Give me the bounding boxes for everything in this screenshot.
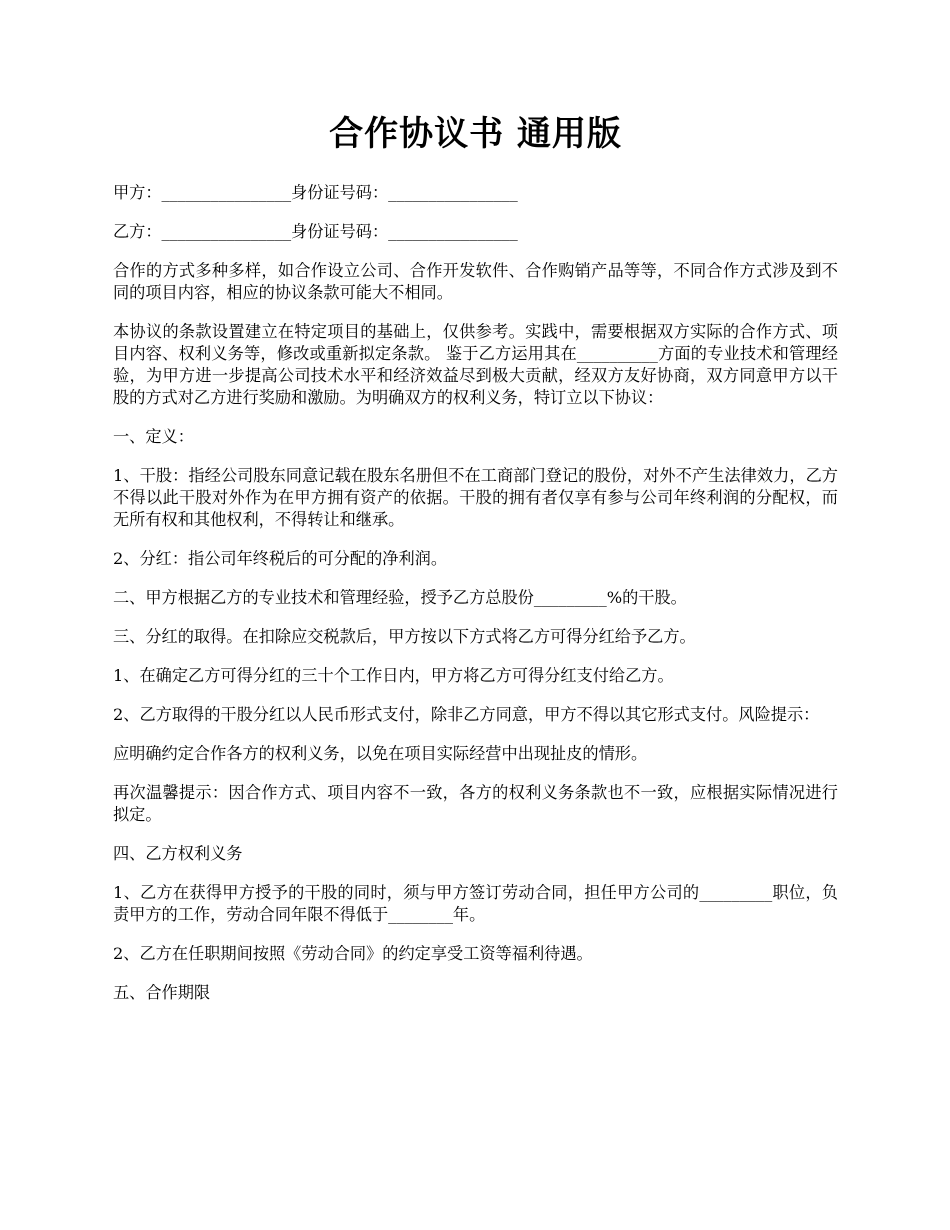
document-title: 合作协议书 通用版: [329, 114, 622, 154]
section-share-grant: 二、甲方根据乙方的专业技术和管理经验，授予乙方总股份_________%的干股。: [113, 588, 687, 607]
reminder-note: 再次温馨提示：因合作方式、项目内容不一致，各方的权利义务条款也不一致，应根据实际情况进行拟定。: [113, 783, 838, 824]
clause-labor-contract: 1、乙方在获得甲方授予的干股的同时，须与甲方签订劳动合同，担任甲方公司的_________职位，负责甲方的工作，劳动合同年限不得低于________年。: [113, 883, 838, 924]
party-b-line: 乙方：________________身份证号码：________________: [113, 222, 518, 241]
section-heading-definitions: 一、定义：: [113, 427, 194, 446]
preamble-paragraph: 本协议的条款设置建立在特定项目的基础上，仅供参考。实践中，需要根据双方实际的合作方式、项目内容、权利义务等，修改或重新拟定条款。 鉴于乙方运用其在__________方面的专业技术和管理经验，为甲方进一步提高公司技术水平和经济效益尽到极大贡献，经双方友好协商，双方同意甲方以干股的方式对乙方进行奖励和激励。为明确双方的权利义务，特订立以下协议：: [113, 322, 838, 407]
clause-dry-shares: 1、干股：指经公司股东同意记载在股东名册但不在工商部门登记的股份，对外不产生法律效力，乙方不得以此干股对外作为在甲方拥有资产的依据。干股的拥有者仅享有参与公司年终利润的分配权，而无所有权和其他权利，不得转让和继承。: [113, 466, 838, 529]
section-heading-rights: 四、乙方权利义务: [113, 844, 243, 863]
section-heading-term: 五、合作期限: [113, 983, 211, 1002]
risk-note: 应明确约定合作各方的权利义务，以免在项目实际经营中出现扯皮的情形。: [113, 744, 648, 763]
party-a-line: 甲方：________________身份证号码：________________: [113, 183, 518, 202]
section-dividend-acquisition: 三、分红的取得。在扣除应交税款后，甲方按以下方式将乙方可得分红给予乙方。: [113, 627, 696, 646]
intro-paragraph: 合作的方式多种多样，如合作设立公司、合作开发软件、合作购销产品等等，不同合作方式涉及到不同的项目内容，相应的协议条款可能大不相同。: [113, 261, 838, 302]
clause-payment-timing: 1、在确定乙方可得分红的三十个工作日内，甲方将乙方可得分红支付给乙方。: [113, 666, 674, 685]
clause-benefits: 2、乙方在任职期间按照《劳动合同》的约定享受工资等福利待遇。: [113, 944, 593, 963]
clause-payment-form: 2、乙方取得的干股分红以人民币形式支付，除非乙方同意，甲方不得以其它形式支付。风险提示：: [113, 705, 820, 724]
clause-dividend: 2、分红：指公司年终税后的可分配的净利润。: [113, 549, 448, 568]
